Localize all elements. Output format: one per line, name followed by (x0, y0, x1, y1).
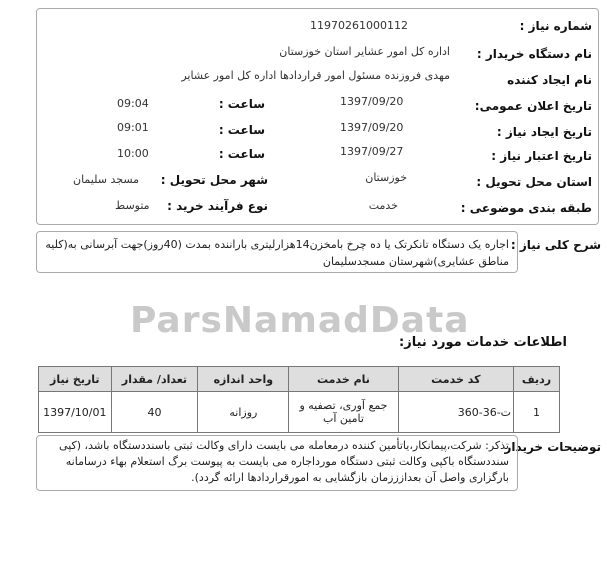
header-quantity: تعداد/ مقدار (111, 367, 198, 392)
need-info-box (36, 8, 599, 225)
description-label: شرح کلی نیاز : (510, 238, 601, 252)
service-quantity: 40 (111, 392, 198, 433)
purchase-process-label: نوع فرآیند خرید : (167, 199, 268, 213)
header-row-number: ردیف (514, 367, 560, 392)
public-announce-date-label: تاریخ اعلان عمومی: (474, 99, 592, 113)
buyer-org-label: نام دستگاه خریدار : (476, 47, 592, 61)
need-number-value: 11970261000112 (310, 19, 408, 32)
header-unit: واحد اندازه (198, 367, 289, 392)
creator-label: نام ایجاد کننده (507, 73, 592, 87)
services-header-row (39, 367, 560, 392)
public-announce-time-value: 09:04 (117, 97, 149, 110)
service-code: ت-36-360 (398, 392, 513, 433)
public-announce-date-value: 1397/09/20 (340, 95, 404, 108)
validity-time-value: 10:00 (117, 147, 149, 160)
services-table (38, 366, 560, 433)
need-number-label: شماره نیاز : (519, 19, 592, 33)
buyer-notes-text: تذکر: شرکت،پیمانکار،یاتأمین کننده درمعامله می بایست دارای وکالت ثبتی باسنددستگاه باشد، (کپی سنددستگاه باکپی وکالت ثبتی دستگاه مورداجاره می بایست به پیوست برگ استعلام بهاء درسامانه بارگزاری واصل آن بعدازززمان بازگشایی به امورقراردادها ارائه گردد). (59, 439, 509, 484)
watermark: ParsNamadData (130, 300, 470, 341)
validity-time-label: ساعت : (218, 147, 265, 161)
header-service-code: کد خدمت (398, 367, 513, 392)
header-need-date: تاریخ نیاز (39, 367, 112, 392)
service-unit: روزانه (198, 392, 289, 433)
row-number: 1 (514, 392, 560, 433)
description-box (36, 231, 518, 273)
validity-date-value: 1397/09/27 (340, 145, 404, 158)
creator-value: مهدی فروزنده مسئول امور قراردادها اداره کل امور عشایر (181, 69, 450, 82)
validity-date-label: تاریخ اعتبار نیاز : (491, 149, 592, 163)
subject-category-value: خدمت (368, 199, 398, 212)
buyer-notes-box (36, 435, 518, 491)
delivery-province-label: استان محل تحویل : (476, 175, 592, 189)
creation-date-value: 1397/09/20 (340, 121, 404, 134)
purchase-process-value: متوسط (115, 199, 150, 212)
header-service-name: نام خدمت (289, 367, 398, 392)
service-need-date: 1397/10/01 (39, 392, 112, 433)
public-announce-time-label: ساعت : (218, 97, 265, 111)
creation-date-label: تاریخ ایجاد نیاز : (496, 125, 592, 139)
delivery-province-value: خوزستان (365, 171, 407, 184)
buyer-notes-label: توضیحات خریدار (504, 440, 601, 454)
services-title: اطلاعات خدمات مورد نیاز: (399, 335, 567, 350)
delivery-city-value: مسجد سلیمان (73, 173, 140, 186)
service-name: جمع آوری، تصفیه و تامین آب (289, 392, 398, 433)
subject-category-label: طبقه بندی موضوعی : (460, 201, 592, 215)
table-row (39, 392, 560, 433)
creation-time-label: ساعت : (218, 123, 265, 137)
delivery-city-label: شهر محل تحویل : (160, 173, 268, 187)
buyer-org-value: اداره کل امور عشایر استان خوزستان (279, 45, 450, 58)
description-text: اجاره یک دستگاه تانکرتک یا ده چرخ بامخزن14هزارلیتری باراننده بمدت (40روز)جهت آبرسانی به(کلیه مناطق عشایری)شهرستان مسجدسلیمان (45, 238, 509, 268)
creation-time-value: 09:01 (117, 121, 149, 134)
